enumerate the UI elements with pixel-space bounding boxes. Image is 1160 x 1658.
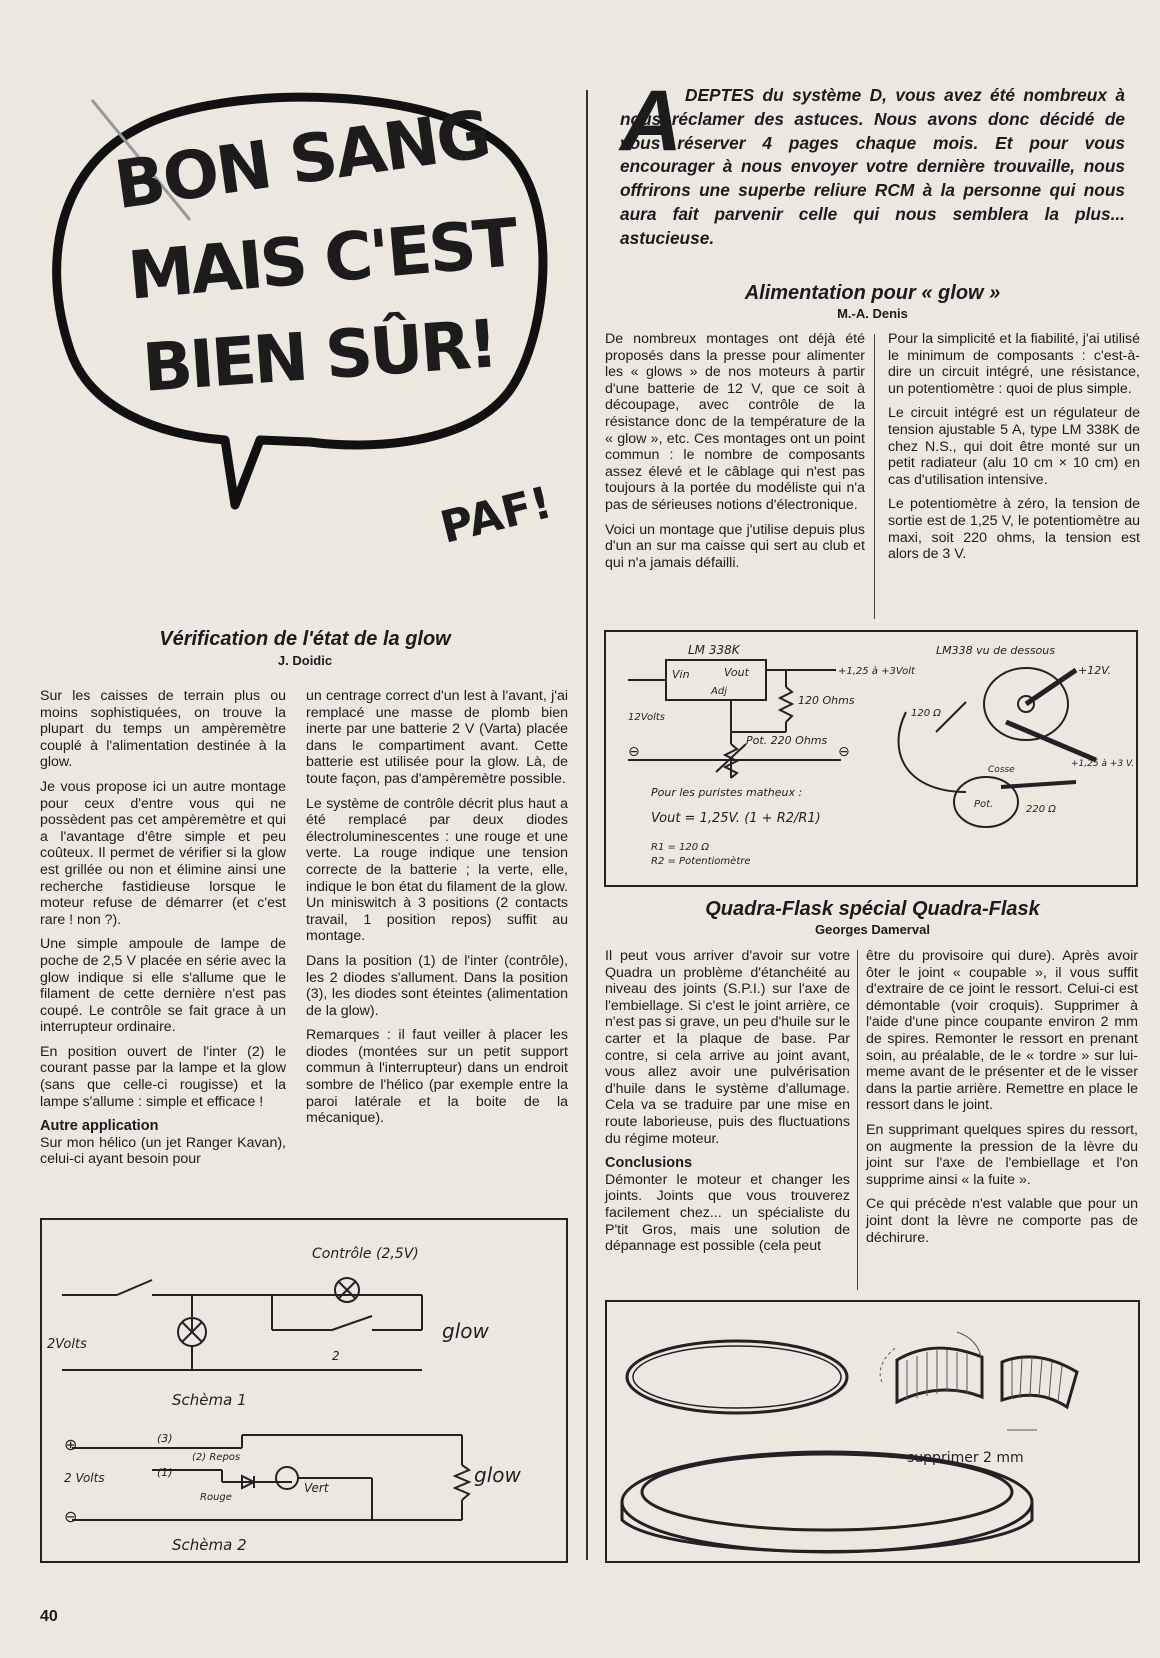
- seal-sketch-caption: supprimer 2 mm: [907, 1450, 1024, 1466]
- lm338k-schematic-frame: [604, 630, 1138, 887]
- article1-col2-p3: Dans la position (1) de l'inter (contrôle), les 2 diodes s'allument. Dans la position (3), les diodes sont éteintes (alimentation de la glow).: [306, 952, 568, 1019]
- lm338k-out2: +1,25 à +3 V.: [1071, 759, 1134, 769]
- lm338k-pot2: Pot.: [974, 799, 994, 810]
- article3-col-rule: [857, 950, 858, 1290]
- lm338k-pot-label: Pot. 220 Ohms: [746, 734, 828, 747]
- schema2-vert: Vert: [304, 1481, 329, 1495]
- schema2-volts: 2 Volts: [64, 1471, 105, 1485]
- bubble-text-line3: BIEN SÛR!: [140, 305, 498, 407]
- article3-col1-p2: Démonter le moteur et changer les joints. Joints que vous trouverez facilement chez... un spécialiste du P'tit Gros, mais une solution de dépannage est possible (cela peut: [605, 1171, 850, 1255]
- lm338k-cosse: Cosse: [988, 765, 1015, 775]
- bubble-text-line2: MAIS C'EST: [125, 204, 519, 315]
- bubble-sfx: PAF!: [435, 477, 557, 554]
- schema2-position3: (3): [157, 1432, 173, 1445]
- article2-col-rule: [874, 334, 875, 619]
- article1-col1-p2: Je vous propose ici un autre montage pour ceux d'entre vous qui ne possèdent pas cet ampèremètre et qui a l'avantage d'être simple et peu coûteux. Il permet de vérifier si la glow est grillée ou non et élimine ainsi une recherche fastidieuse lorsque le moteur refuse de démarrer (et c'est rare ! non ?).: [40, 778, 286, 928]
- lm338k-formula: Vout = 1,25V. (1 + R2/R1): [651, 811, 821, 826]
- article3-col1: [605, 948, 850, 1263]
- article3-col2-p3: Ce qui précède n'est valable que pour un joint dont la lèvre ne comporte pas de déchirure.: [866, 1196, 1138, 1246]
- article1-col1-p4: En position ouvert de l'inter (2) le courant passe par la lampe et la glow (sans que celle-ci rougisse) et la lampe s'allume : simple et efficace !: [40, 1043, 286, 1110]
- lm338k-label: LM 338K: [688, 643, 740, 657]
- article1-col1-p5: Sur mon hélico (un jet Ranger Kavan), celui-ci ayant besoin pour: [40, 1134, 286, 1168]
- lm338k-minus-left: ⊖: [628, 744, 640, 760]
- schema1-volts-label: 2Volts: [47, 1337, 87, 1352]
- article3-col2-p1: être du provisoire qui dure). Après avoir ôter le joint « coupable », il vous suffit d'extraire de ce joint le ressort. Celui-ci est démontable (voir croquis). Supprimer à l'aide d'une pince coupante environ 2 mm de spires. Remonter le ressort en prenant soin, au préalable, de le « tordre » sur lui-meme avant de le présenter et de le visser dans la partie arrière. Remettre en place le ressort dans le joint.: [866, 948, 1138, 1114]
- article3-col1-p1: Il peut vous arriver d'avoir sur votre Quadra un problème d'étanchéité au niveau des joints (S.P.I.) sur l'axe de l'embiellage. Si c'est le joint arrière, ce n'est pas si grave, un peu d'huile sur le carter et la plaque de base. Par contre, si cela arrive au joint avant, vous allez avoir une pulvérisation d'huile dans le système d'allumage. Cela va se traduire par une mise en route laborieuse, puis des fluctuations du régime moteur.: [605, 948, 850, 1147]
- lm338k-output-label: +1,25 à +3Volt: [838, 666, 915, 677]
- lm338k-r220: 220 Ω: [1026, 804, 1056, 815]
- column-divider: [586, 90, 588, 1560]
- lm338k-schematic: [606, 632, 1136, 885]
- lm338k-r1-def: R1 = 120 Ω: [651, 842, 709, 853]
- article2-col1-p2: Voici un montage que j'utilise depuis plus d'un an sur ma caisse qui sert au club et qui n'a jamais défailli.: [605, 521, 865, 571]
- article1-col2-p2: Le système de contrôle décrit plus haut a été remplacé par deux diodes électroluminescentes : une rouge et une verte. La rouge indique une tension correcte de la batterie ; la verte, elle, indique le bon état du filament de la glow. Un miniswitch à 3 positions (2 contacts travail, 1 position repos) suffit au montage.: [306, 795, 568, 945]
- lm338k-r1-label: 120 Ohms: [798, 694, 855, 707]
- article3-subheading: Conclusions: [605, 1155, 693, 1172]
- seal-sketch: [607, 1302, 1138, 1561]
- intro-text: DEPTES du système D, vous avez été nombreux à nous réclamer des astuces. Nous avons donc décidé de vous réserver 4 pages chaque mois. Et pour vous encourager à nous envoyer votre dernière trouvaille, nous offrirons une superbe reliure RCM à la personne qui nous aura fait parvenir celle qui nous semblera la plus... astucieuse.: [620, 85, 1125, 248]
- lm338k-volts-label: 12Volts: [628, 712, 666, 723]
- schema2-position1: (1): [157, 1466, 173, 1479]
- lm338k-plus12: +12V.: [1078, 664, 1111, 677]
- article1-col1: [40, 688, 286, 1176]
- article1-col2-p1: un centrage correct d'un lest à l'avant, j'ai remplacé une masse de plomb bien inerte par une batterie 2 V (Varta) placée dans le compartiment avant. Cette batterie est utilisée pour la glow. Là, de toute façon, pas d'ampèremètre possible.: [306, 688, 568, 787]
- article1-col1-p1: Sur les caisses de terrain plus ou moins sophistiquées, on trouve la plupart du temps un ampèremètre couplé à l'alimentation destinée à la glow.: [40, 688, 286, 771]
- article3-author: Georges Damerval: [815, 922, 930, 937]
- schema1-caption: Schèma 1: [172, 1391, 247, 1409]
- article3-col2: [866, 948, 1138, 1254]
- article2-col2-p1: Pour la simplicité et la fiabilité, j'ai utilisé le minimum de composants : c'est-à-dire un circuit intégré, une résistance, un potentiomètre : quoi de plus simple.: [888, 331, 1140, 397]
- article2-col1-p1: De nombreux montages ont déjà été proposés dans la presse pour alimenter les « glows » de nos moteurs à partir d'une batterie de 12 V, que ce soit à découpage, avec contrôle de la résistance donc de la température de la « glow », etc. Ces montages ont un point commun : le nombre de composants assez élevé et le câblage qui n'est pas toujours à la portée du modéliste qui n'a pas de sérieuses notions d'électronique.: [605, 331, 865, 513]
- article1-col2-p4: Remarques : il faut veiller à placer les diodes (montées sur un petit support commun à l'interrupteur) dans un endroit sombre de l'hélico (par exemple entre la paroi latérale et la boite de la mécanique).: [306, 1027, 568, 1127]
- article1-author: J. Doidic: [277, 653, 333, 668]
- glow-schematics: [42, 1220, 566, 1561]
- schema1-control-label: Contrôle (2,5V): [312, 1246, 419, 1262]
- article3-col2-p2: En supprimant quelques spires du ressort, on augmente la pression de la lèvre du joint sur l'axe de l'embiellage et l'on supprime ainsi « la fuite ».: [866, 1121, 1138, 1188]
- article2-title: Alimentation pour « glow »: [744, 282, 1001, 304]
- bubble-text-line1: BON SANG: [110, 95, 494, 225]
- lm338k-vin: Vin: [672, 668, 690, 681]
- lm338k-vout: Vout: [724, 666, 749, 679]
- article2-col2: [888, 331, 1140, 571]
- article1-col1-p3: Une simple ampoule de lampe de poche de 2,5 V placée en série avec la glow indique si elle s'allume que le filament de cette dernière n'est pas coupé. Le contrôle se fait grace à un interrupteur ordinaire.: [40, 936, 286, 1036]
- schema2-caption: Schèma 2: [172, 1536, 247, 1554]
- page-number: 40: [40, 1608, 58, 1625]
- article1-subheading: Autre application: [40, 1118, 159, 1135]
- article2-author: M.-A. Denis: [837, 306, 908, 321]
- article2-col2-p2: Le circuit intégré est un régulateur de tension ajustable 5 A, type LM 338K de chez N.S., qui doit être monté sur un petit radiateur (alu 10 cm × 10 cm) en cas d'utilisation intensive.: [888, 405, 1140, 488]
- article2-col2-p3: Le potentiomètre à zéro, la tension de sortie est de 1,25 V, le potentiomètre au maxi, soit 220 ohms, la tension est alors de 3 V.: [888, 496, 1140, 563]
- article1-col2: [306, 688, 568, 1135]
- lm338k-r2-def: R2 = Potentiomètre: [651, 856, 751, 867]
- schema1-glow-label: glow: [442, 1319, 489, 1343]
- article1-title: Vérification de l'état de la glow: [159, 628, 451, 650]
- lm338k-formula-title: Pour les puristes matheux :: [651, 786, 803, 799]
- schema2-plus: ⊕: [64, 1435, 78, 1454]
- seal-sketch-frame: [605, 1300, 1140, 1563]
- article3-title: Quadra-Flask spécial Quadra-Flask: [705, 898, 1040, 920]
- lm338k-r120: 120 Ω: [911, 708, 941, 719]
- lm338k-adj: Adj: [711, 686, 727, 697]
- schema1-switch-number: 2: [332, 1349, 340, 1363]
- article2-col1: [605, 331, 865, 579]
- schema2-repos: (2) Repos: [192, 1452, 241, 1463]
- lm338k-view-label: LM338 vu de dessous: [936, 644, 1055, 657]
- schema2-minus: ⊖: [64, 1507, 78, 1526]
- glow-schematics-frame: [40, 1218, 568, 1563]
- schema2-rouge: Rouge: [200, 1492, 232, 1503]
- schema2-glow: glow: [474, 1463, 521, 1487]
- lm338k-minus-right: ⊖: [838, 744, 850, 760]
- intro-dropcap: A: [620, 73, 683, 169]
